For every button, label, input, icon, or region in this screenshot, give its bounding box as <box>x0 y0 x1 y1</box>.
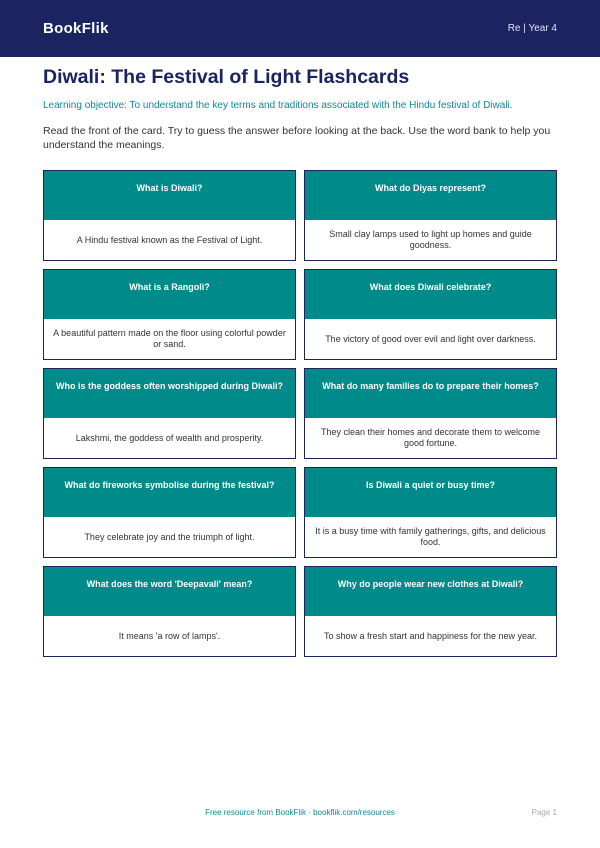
card-back: A beautiful pattern made on the floor using colorful powder or sand. <box>44 319 295 359</box>
flashcard-grid <box>43 170 557 657</box>
card-back: Small clay lamps used to light up homes and guide goodness. <box>305 220 556 260</box>
instructions: Read the front of the card. Try to guess the answer before looking at the back. Use the word bank to help you understand the meanings. <box>43 125 551 151</box>
card-front: What does Diwali celebrate? <box>305 270 556 319</box>
card-front: What do many families do to prepare their homes? <box>305 369 556 418</box>
subject-year-label: Re | Year 4 <box>507 23 557 34</box>
flashcard[interactable] <box>304 170 557 261</box>
page-title: Diwali: The Festival of Light Flashcards <box>43 66 410 88</box>
learning-objective: Learning objective: To understand the key terms and traditions associated with the Hindu festival of Diwali. <box>43 100 513 111</box>
card-front: Who is the goddess often worshipped during Diwali? <box>44 369 295 418</box>
page-number: Page 1 <box>531 808 557 817</box>
card-front: Is Diwali a quiet or busy time? <box>305 468 556 517</box>
flashcard[interactable] <box>43 170 296 261</box>
card-front: Why do people wear new clothes at Diwali? <box>305 567 556 616</box>
card-front: What does the word 'Deepavali' mean? <box>44 567 295 616</box>
card-front: What do fireworks symbolise during the festival? <box>44 468 295 517</box>
brand-logo[interactable]: BookFlik <box>43 20 109 37</box>
page-header <box>0 0 600 57</box>
card-back: It means 'a row of lamps'. <box>44 616 295 656</box>
flashcard[interactable] <box>304 566 557 657</box>
card-back: They celebrate joy and the triumph of light. <box>44 517 295 557</box>
card-front: What do Diyas represent? <box>305 171 556 220</box>
card-back: A Hindu festival known as the Festival of Light. <box>44 220 295 260</box>
footer-resource-link[interactable]: Free resource from BookFlik · bookflik.com/resources <box>205 808 395 817</box>
card-back: To show a fresh start and happiness for the new year. <box>305 616 556 656</box>
flashcard[interactable] <box>43 566 296 657</box>
card-front: What is Diwali? <box>44 171 295 220</box>
card-back: Lakshmi, the goddess of wealth and prosperity. <box>44 418 295 458</box>
card-back: The victory of good over evil and light over darkness. <box>305 319 556 359</box>
flashcard[interactable] <box>304 467 557 558</box>
flashcard[interactable] <box>43 368 296 459</box>
card-back: They clean their homes and decorate them to welcome good fortune. <box>305 418 556 458</box>
flashcard[interactable] <box>43 269 296 360</box>
card-front: What is a Rangoli? <box>44 270 295 319</box>
card-back: It is a busy time with family gatherings, gifts, and delicious food. <box>305 517 556 557</box>
flashcard[interactable] <box>43 467 296 558</box>
flashcard[interactable] <box>304 368 557 459</box>
flashcard[interactable] <box>304 269 557 360</box>
